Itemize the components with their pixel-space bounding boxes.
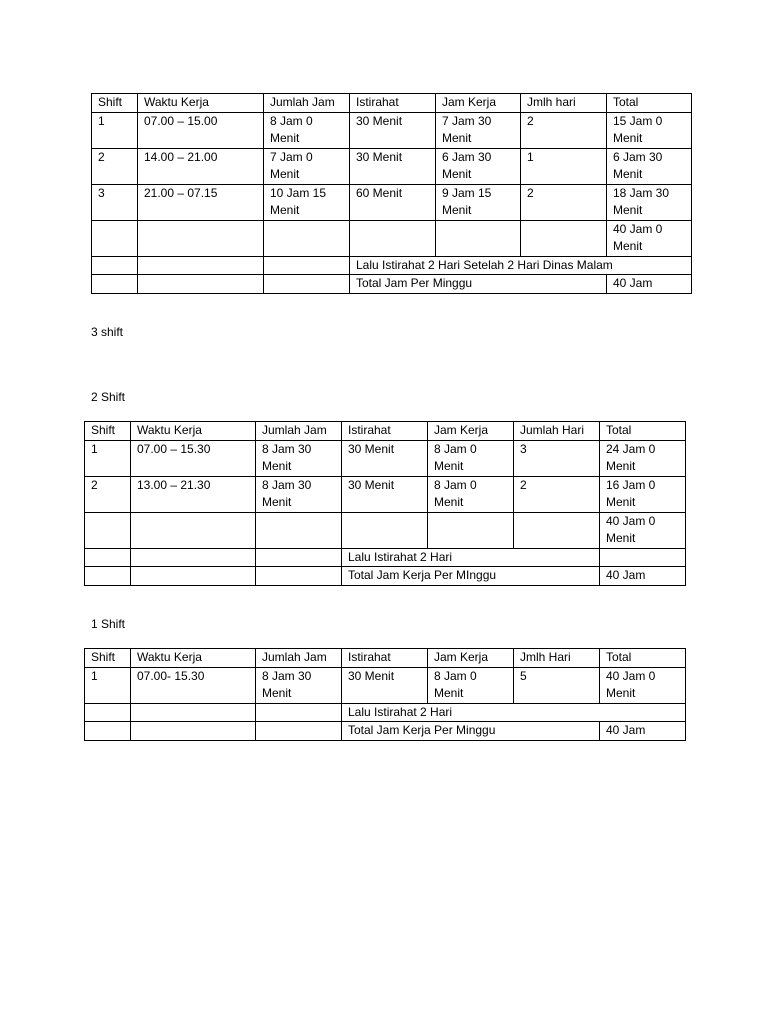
empty-cell <box>85 512 131 548</box>
table-cell: 6 Jam 30 Menit <box>436 148 521 184</box>
empty-cell <box>85 567 131 586</box>
table-cell: 07.00- 15.30 <box>131 667 256 703</box>
empty-cell <box>131 722 256 741</box>
note-row <box>85 548 686 567</box>
table-header-row <box>85 422 686 441</box>
header-cell: Jam Kerja <box>428 422 514 441</box>
table-3-shift <box>91 93 692 294</box>
table-cell: 24 Jam 0 Menit <box>600 440 686 476</box>
sum-total-cell: 40 Jam 0 Menit <box>607 220 692 256</box>
table-cell: 8 Jam 0 Menit <box>428 667 514 703</box>
total-row <box>85 567 686 586</box>
table-cell: 60 Menit <box>350 184 436 220</box>
header-cell: Waktu Kerja <box>131 649 256 668</box>
header-cell: Jumlah Jam <box>264 94 350 113</box>
table-cell: 8 Jam 30 Menit <box>256 476 342 512</box>
empty-cell <box>131 512 256 548</box>
table-cell: 1 <box>85 440 131 476</box>
note-row <box>92 256 692 275</box>
table-cell: 3 <box>92 184 138 220</box>
note-row <box>85 703 686 722</box>
empty-cell <box>600 548 686 567</box>
total-row <box>85 722 686 741</box>
header-cell: Jumlah Hari <box>514 422 600 441</box>
table-cell: 2 <box>92 148 138 184</box>
empty-cell <box>256 512 342 548</box>
table-cell: 30 Menit <box>350 112 436 148</box>
total-value-cell: 40 Jam <box>600 567 686 586</box>
table-cell: 1 <box>92 112 138 148</box>
empty-cell <box>342 512 428 548</box>
table-cell: 8 Jam 30 Menit <box>256 440 342 476</box>
table-cell: 30 Menit <box>342 667 428 703</box>
table-row <box>92 148 692 184</box>
empty-cell <box>514 512 600 548</box>
empty-cell <box>138 256 264 275</box>
total-label-cell: Total Jam Per Minggu <box>350 275 607 294</box>
total-label-cell: Total Jam Kerja Per Minggu <box>342 722 600 741</box>
table-cell: 30 Menit <box>342 440 428 476</box>
table-cell: 16 Jam 0 Menit <box>600 476 686 512</box>
sum-total-cell: 40 Jam 0 Menit <box>600 512 686 548</box>
empty-cell <box>256 722 342 741</box>
table-cell: 21.00 – 07.15 <box>138 184 264 220</box>
header-cell: Istirahat <box>342 649 428 668</box>
header-cell: Istirahat <box>342 422 428 441</box>
header-cell: Shift <box>85 649 131 668</box>
header-cell: Shift <box>85 422 131 441</box>
empty-cell <box>350 220 436 256</box>
total-label-cell: Total Jam Kerja Per MInggu <box>342 567 600 586</box>
header-cell: Total <box>607 94 692 113</box>
empty-cell <box>264 275 350 294</box>
empty-cell <box>264 220 350 256</box>
empty-cell <box>92 275 138 294</box>
empty-cell <box>138 275 264 294</box>
table-row <box>92 112 692 148</box>
table-2-shift <box>84 421 686 586</box>
table-cell: 5 <box>514 667 600 703</box>
empty-cell <box>131 548 256 567</box>
table-cell: 1 <box>521 148 607 184</box>
caption-2-shift: 2 Shift <box>91 390 126 404</box>
table-row <box>85 440 686 476</box>
empty-cell <box>131 567 256 586</box>
empty-cell <box>92 256 138 275</box>
header-cell: Istirahat <box>350 94 436 113</box>
table-cell: 18 Jam 30 Menit <box>607 184 692 220</box>
empty-cell <box>92 220 138 256</box>
table-cell: 40 Jam 0 Menit <box>600 667 686 703</box>
empty-cell <box>436 220 521 256</box>
note-cell: Lalu Istirahat 2 Hari Setelah 2 Hari Dinas Malam <box>350 256 692 275</box>
total-value-cell: 40 Jam <box>600 722 686 741</box>
table-row <box>92 184 692 220</box>
header-cell: Waktu Kerja <box>138 94 264 113</box>
table-cell: 8 Jam 30 Menit <box>256 667 342 703</box>
header-cell: Shift <box>92 94 138 113</box>
header-cell: Jmlh Hari <box>514 649 600 668</box>
empty-cell <box>256 548 342 567</box>
header-cell: Total <box>600 649 686 668</box>
table-cell: 7 Jam 0 Menit <box>264 148 350 184</box>
header-cell: Waktu Kerja <box>131 422 256 441</box>
total-row <box>92 275 692 294</box>
header-cell: Jam Kerja <box>428 649 514 668</box>
table-cell: 2 <box>514 476 600 512</box>
empty-cell <box>256 703 342 722</box>
table-1-shift <box>84 648 686 741</box>
header-cell: Jumlah Jam <box>256 649 342 668</box>
empty-cell <box>428 512 514 548</box>
table-cell: 2 <box>521 184 607 220</box>
empty-cell <box>85 548 131 567</box>
header-cell: Jam Kerja <box>436 94 521 113</box>
empty-cell <box>138 220 264 256</box>
table-cell: 8 Jam 0 Menit <box>428 476 514 512</box>
table-cell: 07.00 – 15.00 <box>138 112 264 148</box>
table-row <box>85 476 686 512</box>
empty-cell <box>521 220 607 256</box>
table-cell: 2 <box>85 476 131 512</box>
table-cell: 10 Jam 15 Menit <box>264 184 350 220</box>
table-cell: 14.00 – 21.00 <box>138 148 264 184</box>
sum-row <box>92 220 692 256</box>
table-cell: 8 Jam 0 Menit <box>428 440 514 476</box>
table-header-row <box>92 94 692 113</box>
table-cell: 8 Jam 0 Menit <box>264 112 350 148</box>
note-cell: Lalu Istirahat 2 Hari <box>342 548 600 567</box>
table-cell: 3 <box>514 440 600 476</box>
header-cell: Total <box>600 422 686 441</box>
table-cell: 30 Menit <box>350 148 436 184</box>
table-cell: 07.00 – 15.30 <box>131 440 256 476</box>
table-cell: 1 <box>85 667 131 703</box>
table-cell: 15 Jam 0 Menit <box>607 112 692 148</box>
table-header-row <box>85 649 686 668</box>
empty-cell <box>85 722 131 741</box>
empty-cell <box>131 703 256 722</box>
header-cell: Jumlah Jam <box>256 422 342 441</box>
table-cell: 2 <box>521 112 607 148</box>
empty-cell <box>85 703 131 722</box>
sum-row <box>85 512 686 548</box>
caption-3-shift: 3 shift <box>91 325 124 339</box>
header-cell: Jmlh hari <box>521 94 607 113</box>
empty-cell <box>256 567 342 586</box>
table-cell: 30 Menit <box>342 476 428 512</box>
table-cell: 13.00 – 21.30 <box>131 476 256 512</box>
note-cell: Lalu Istirahat 2 Hari <box>342 703 686 722</box>
table-row <box>85 667 686 703</box>
total-value-cell: 40 Jam <box>607 275 692 294</box>
table-cell: 6 Jam 30 Menit <box>607 148 692 184</box>
table-cell: 7 Jam 30 Menit <box>436 112 521 148</box>
table-cell: 9 Jam 15 Menit <box>436 184 521 220</box>
empty-cell <box>264 256 350 275</box>
caption-1-shift: 1 Shift <box>91 617 126 631</box>
